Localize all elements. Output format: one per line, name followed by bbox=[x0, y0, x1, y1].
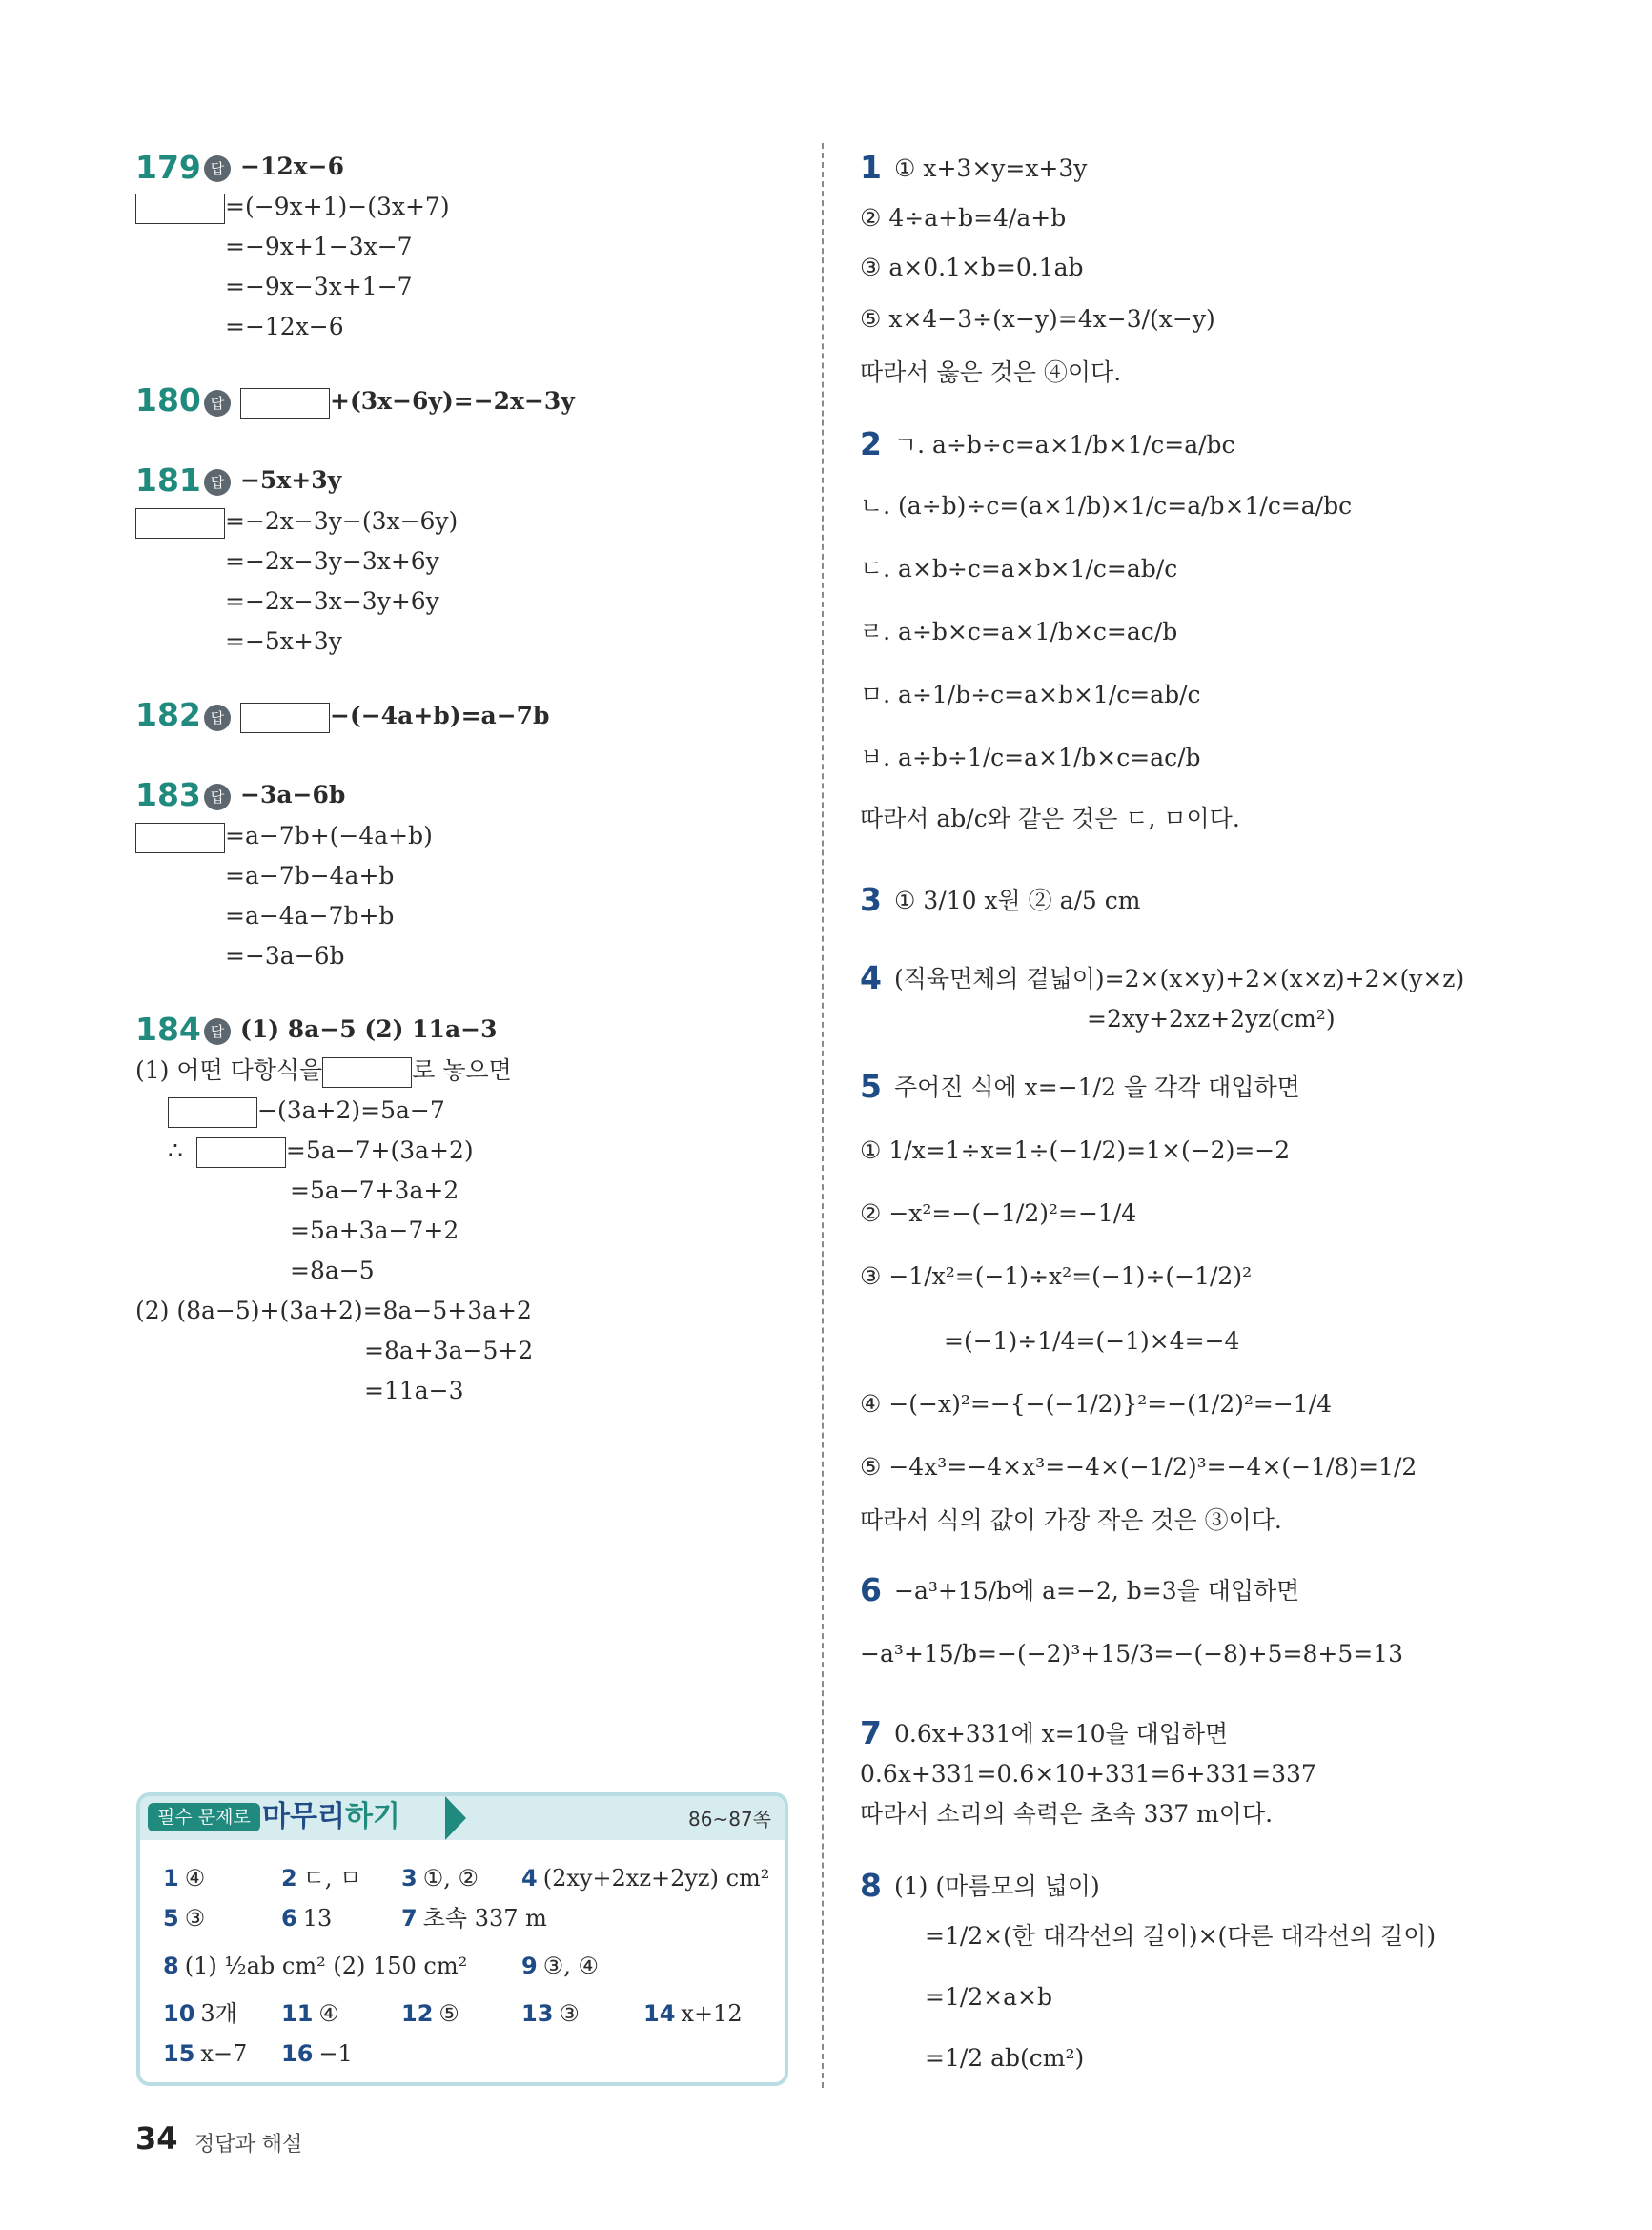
work-line: ③ a×0.1×b=0.1ab bbox=[860, 254, 1084, 281]
item-number: 9 bbox=[521, 1953, 538, 1979]
work-line: =−2x−3y−(3x−6y) bbox=[225, 507, 459, 535]
footer-label: 정답과 해설 bbox=[194, 2133, 303, 2157]
work-line: =−5x+3y bbox=[225, 627, 342, 655]
work-line: ⑤ x×4−3÷(x−y)=4x−3/(x−y) bbox=[860, 305, 1215, 333]
answer-text: −5x+3y bbox=[240, 466, 342, 494]
problem-number: 184 bbox=[135, 1011, 201, 1048]
answer-text: −3a−6b bbox=[240, 781, 346, 808]
summary-item bbox=[521, 1951, 599, 1981]
question-number: 2 bbox=[860, 425, 882, 462]
answer-text: −(−4a+b)=a−7b bbox=[330, 702, 550, 729]
item-number: 3 bbox=[401, 1865, 418, 1892]
answer-text: +(3x−6y)=−2x−3y bbox=[330, 387, 575, 415]
item-value: ③ bbox=[559, 2000, 580, 2027]
problem-number: 182 bbox=[135, 696, 201, 733]
work-line: =5a−7+3a+2 bbox=[290, 1176, 459, 1204]
therefore-symbol: ∴ bbox=[168, 1136, 183, 1164]
summary-item bbox=[281, 1998, 339, 2029]
answer-text: (1) 8a−5 (2) 11a−3 bbox=[240, 1015, 498, 1043]
item-value: ④ bbox=[318, 2000, 339, 2027]
work-line: 따라서 옳은 것은 ④이다. bbox=[860, 358, 1122, 386]
item-value: (1) ½ab cm² (2) 150 cm² bbox=[184, 1953, 468, 1979]
summary-item bbox=[163, 2038, 247, 2069]
item-value: 초속 337 m bbox=[422, 1905, 547, 1932]
answer-blank-box bbox=[135, 194, 225, 224]
work-line: =−2x−3y−3x+6y bbox=[225, 547, 439, 575]
work-line: ㄷ. a×b÷c=a×b×1/c=ab/c bbox=[860, 555, 1178, 583]
work-line: 로 놓으면 bbox=[412, 1056, 512, 1084]
problem-number: 179 bbox=[135, 149, 201, 186]
page-number: 34 bbox=[135, 2120, 178, 2157]
work-line: ② −x²=−(−1/2)²=−1/4 bbox=[860, 1199, 1137, 1227]
item-number: 7 bbox=[401, 1905, 418, 1932]
item-value: (2xy+2xz+2yz) cm² bbox=[542, 1865, 770, 1892]
work-line: (직육면체의 겉넓이)=2×(x×y)+2×(x×z)+2×(y×z) bbox=[894, 965, 1465, 992]
item-number: 6 bbox=[281, 1905, 297, 1932]
answer-blank-box bbox=[168, 1097, 257, 1128]
summary-item bbox=[163, 1903, 205, 1933]
work-line: ㅂ. a÷b÷1/c=a×1/b×c=ac/b bbox=[860, 744, 1201, 771]
work-line: ㄱ. a÷b÷c=a×1/b×1/c=a/bc bbox=[894, 431, 1235, 459]
work-line: =−3a−6b bbox=[225, 942, 345, 970]
answer-badge: 답 bbox=[204, 1018, 231, 1045]
item-value: ⑤ bbox=[438, 2000, 459, 2027]
summary-item bbox=[281, 1863, 361, 1893]
work-line: 0.6x+331에 x=10을 대입하면 bbox=[894, 1720, 1229, 1748]
work-line: =5a−7+(3a+2) bbox=[285, 1136, 474, 1164]
item-value: x+12 bbox=[681, 2000, 743, 2027]
work-line: =1/2×(한 대각선의 길이)×(다른 대각선의 길이) bbox=[925, 1922, 1437, 1950]
work-line: =8a−5 bbox=[290, 1257, 375, 1284]
work-line: (1) 어떤 다항식을 bbox=[135, 1056, 323, 1084]
work-line: ① 1/x=1÷x=1÷(−1/2)=1×(−2)=−2 bbox=[860, 1136, 1291, 1164]
work-line: =2xy+2xz+2yz(cm²) bbox=[1087, 1005, 1336, 1033]
work-line: =1/2×a×b bbox=[925, 1983, 1052, 2011]
work-line: ⑤ −4x³=−4×x³=−4×(−1/2)³=−4×(−1/8)=1/2 bbox=[860, 1453, 1417, 1481]
question-number: 3 bbox=[860, 881, 882, 918]
problem-number: 180 bbox=[135, 381, 201, 419]
work-line: =−12x−6 bbox=[225, 313, 344, 340]
work-line: =−2x−3x−3y+6y bbox=[225, 587, 439, 615]
answer-badge: 답 bbox=[204, 784, 231, 810]
item-number: 13 bbox=[521, 2000, 554, 2027]
item-value: x−7 bbox=[200, 2040, 248, 2067]
item-value: ③ bbox=[184, 1905, 206, 1932]
item-number: 11 bbox=[281, 2000, 314, 2027]
summary-item bbox=[281, 2038, 353, 2069]
item-value: ④ bbox=[184, 1865, 206, 1892]
answer-badge: 답 bbox=[204, 705, 231, 731]
work-line: =(−9x+1)−(3x+7) bbox=[225, 193, 450, 220]
work-line: ① 3/10 x원 ② a/5 cm bbox=[894, 887, 1141, 914]
item-number: 4 bbox=[521, 1865, 538, 1892]
work-line: 따라서 소리의 속력은 초속 337 m이다. bbox=[860, 1800, 1274, 1828]
work-line: =a−4a−7b+b bbox=[225, 902, 395, 930]
question-number: 5 bbox=[860, 1068, 882, 1105]
item-number: 16 bbox=[281, 2040, 314, 2067]
work-line: 0.6x+331=0.6×10+331=6+331=337 bbox=[860, 1760, 1316, 1788]
work-line: =5a+3a−7+2 bbox=[290, 1217, 459, 1244]
work-line: (2) (8a−5)+(3a+2)=8a−5+3a+2 bbox=[135, 1297, 532, 1324]
item-number: 12 bbox=[401, 2000, 434, 2027]
summary-item bbox=[281, 1903, 332, 1933]
work-line: =−9x−3x+1−7 bbox=[225, 273, 413, 300]
column-divider bbox=[822, 143, 824, 2088]
summary-title-sub: 하기 bbox=[344, 1800, 400, 1833]
work-line: ㅁ. a÷1/b÷c=a×b×1/c=ab/c bbox=[860, 681, 1201, 708]
item-value: −1 bbox=[318, 2040, 353, 2067]
summary-item bbox=[163, 1951, 467, 1981]
item-value: ③, ④ bbox=[542, 1953, 599, 1979]
work-line: −(3a+2)=5a−7 bbox=[257, 1096, 445, 1124]
summary-header bbox=[140, 1796, 785, 1840]
summary-item bbox=[643, 1998, 743, 2029]
question-number: 6 bbox=[860, 1571, 882, 1608]
summary-title-main: 마무리 bbox=[262, 1800, 345, 1833]
work-line: 따라서 ab/c와 같은 것은 ㄷ, ㅁ이다. bbox=[860, 805, 1240, 832]
answer-blank-box bbox=[196, 1137, 286, 1168]
answer-text: −12x−6 bbox=[240, 153, 344, 180]
answer-blank-box bbox=[135, 508, 225, 539]
work-line: =a−7b−4a+b bbox=[225, 862, 395, 890]
summary-item bbox=[401, 1863, 479, 1893]
work-line: −a³+15/b=−(−2)³+15/3=−(−8)+5=8+5=13 bbox=[860, 1640, 1403, 1667]
work-line: =a−7b+(−4a+b) bbox=[225, 822, 433, 849]
header-arrow-shape bbox=[445, 1796, 466, 1840]
summary-tag: 필수 문제로 bbox=[148, 1803, 260, 1831]
work-line: =11a−3 bbox=[364, 1377, 464, 1404]
answer-blank-box bbox=[240, 388, 330, 419]
work-line: ㄹ. a÷b×c=a×1/b×c=ac/b bbox=[860, 618, 1178, 645]
work-line: ① x+3×y=x+3y bbox=[894, 154, 1088, 182]
work-line: ㄴ. (a÷b)÷c=(a×1/b)×1/c=a/b×1/c=a/bc bbox=[860, 492, 1353, 520]
summary-box bbox=[136, 1792, 788, 2086]
item-value: ①, ② bbox=[422, 1865, 479, 1892]
problem-number: 183 bbox=[135, 776, 201, 813]
problem-number: 181 bbox=[135, 461, 201, 499]
item-number: 10 bbox=[163, 2000, 195, 2027]
item-number: 14 bbox=[643, 2000, 676, 2027]
work-line: =(−1)÷1/4=(−1)×4=−4 bbox=[944, 1327, 1240, 1355]
work-line: =−9x+1−3x−7 bbox=[225, 233, 413, 260]
answer-badge: 답 bbox=[204, 390, 231, 417]
item-number: 5 bbox=[163, 1905, 179, 1932]
summary-pages: 86~87쪽 bbox=[688, 1808, 771, 1831]
item-value: ㄷ, ㅁ bbox=[302, 1865, 362, 1892]
work-line: ③ −1/x²=(−1)÷x²=(−1)÷(−1/2)² bbox=[860, 1262, 1253, 1290]
summary-item bbox=[401, 1998, 459, 2029]
answer-blank-box bbox=[240, 703, 330, 733]
work-line: (1) (마름모의 넓이) bbox=[894, 1872, 1100, 1900]
work-line: 주어진 식에 x=−1/2 을 각각 대입하면 bbox=[894, 1074, 1300, 1101]
answer-blank-box bbox=[322, 1057, 412, 1088]
summary-item bbox=[401, 1903, 547, 1933]
work-line: −a³+15/b에 a=−2, b=3을 대입하면 bbox=[894, 1577, 1300, 1605]
summary-item bbox=[521, 1998, 580, 2029]
item-value: 3개 bbox=[200, 2000, 237, 2027]
work-line: =1/2 ab(cm²) bbox=[925, 2044, 1085, 2072]
item-value: 13 bbox=[302, 1905, 333, 1932]
summary-item bbox=[163, 1998, 237, 2029]
question-number: 7 bbox=[860, 1714, 882, 1751]
answer-badge: 답 bbox=[204, 469, 231, 496]
item-number: 1 bbox=[163, 1865, 179, 1892]
item-number: 15 bbox=[163, 2040, 195, 2067]
answer-blank-box bbox=[135, 823, 225, 853]
summary-item bbox=[521, 1863, 769, 1893]
summary-title bbox=[262, 1798, 400, 1836]
work-line: ④ −(−x)²=−{−(−1/2)}²=−(1/2)²=−1/4 bbox=[860, 1390, 1333, 1418]
item-number: 8 bbox=[163, 1953, 179, 1979]
question-number: 8 bbox=[860, 1867, 882, 1904]
work-line: 따라서 식의 값이 가장 작은 것은 ③이다. bbox=[860, 1506, 1282, 1534]
summary-item bbox=[163, 1863, 205, 1893]
question-number: 1 bbox=[860, 149, 882, 186]
answer-badge: 답 bbox=[204, 155, 231, 182]
item-number: 2 bbox=[281, 1865, 297, 1892]
work-line: =8a+3a−5+2 bbox=[364, 1337, 534, 1364]
work-line: ② 4÷a+b=4/a+b bbox=[860, 204, 1067, 232]
question-number: 4 bbox=[860, 959, 882, 996]
